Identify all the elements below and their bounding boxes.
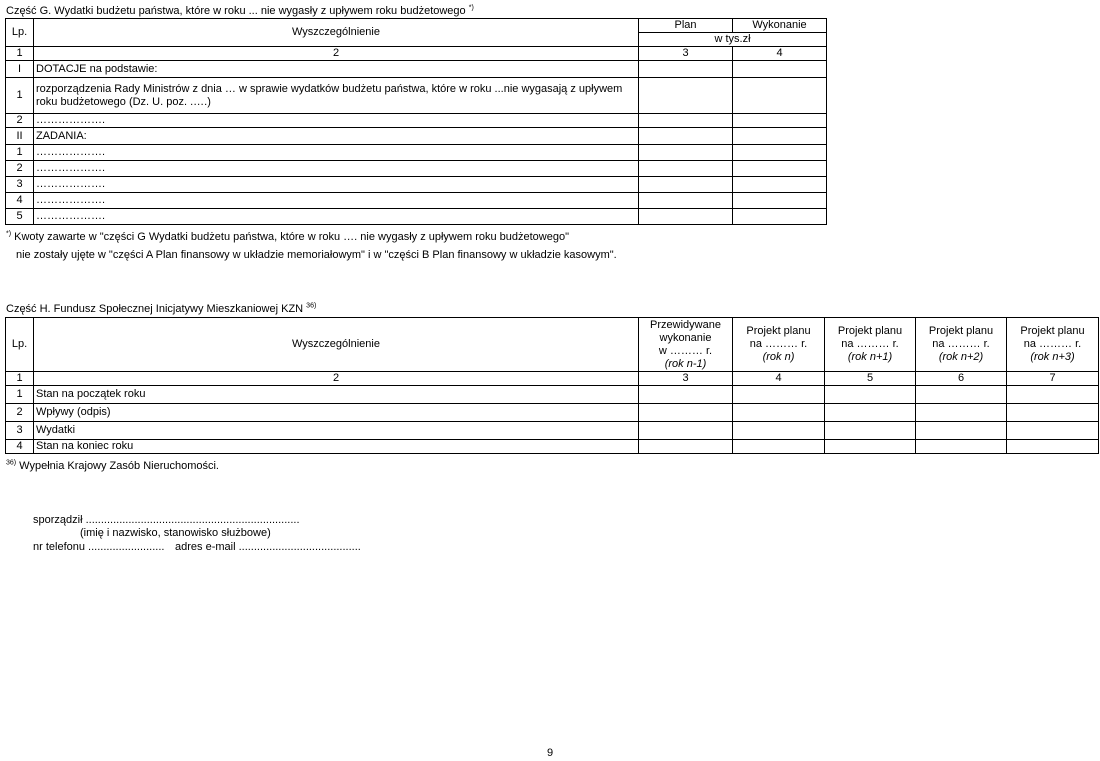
header-projekt-planu-n1: Projekt planu na ……… r. (rok n+1)	[825, 318, 916, 372]
column-number: 1	[6, 47, 34, 61]
value-cell[interactable]	[825, 422, 916, 440]
section-g-table	[5, 18, 827, 225]
phone-line: nr telefonu .........................	[33, 541, 165, 553]
row-text: Wpływy (odpis)	[34, 404, 639, 422]
header-plan: Plan	[639, 19, 733, 33]
table-row	[6, 161, 827, 177]
row-lp: 4	[6, 193, 34, 209]
row-lp: I	[6, 61, 34, 78]
value-cell[interactable]	[639, 386, 733, 404]
table-row	[6, 114, 827, 128]
section-g-footnote: *) Kwoty zawarte w "części G Wydatki budżetu państwa, które w roku …. nie wygasły z upływem roku budżetowego"	[6, 230, 570, 243]
row-text: Wydatki	[34, 422, 639, 440]
column-number: 6	[916, 372, 1007, 386]
header-projekt-planu-n: Projekt planu na ……… r. (rok n)	[733, 318, 825, 372]
row-lp: 1	[6, 386, 34, 404]
column-number: 7	[1007, 372, 1099, 386]
section-g-title: Część G. Wydatki budżetu państwa, które w roku ... nie wygasły z upływem roku budżetowego *)	[6, 4, 474, 17]
column-number-row	[6, 47, 827, 61]
plan-cell[interactable]	[639, 145, 733, 161]
plan-cell[interactable]	[639, 161, 733, 177]
value-cell[interactable]	[916, 440, 1007, 454]
value-cell[interactable]	[825, 386, 916, 404]
table-row	[6, 177, 827, 193]
row-text: Stan na początek roku	[34, 386, 639, 404]
wykonanie-cell[interactable]	[733, 114, 827, 128]
column-number: 4	[733, 47, 827, 61]
value-cell[interactable]	[733, 404, 825, 422]
header-lp: Lp.	[6, 19, 34, 47]
table-row	[6, 209, 827, 225]
header-projekt-planu-n2: Projekt planu na ……… r. (rok n+2)	[916, 318, 1007, 372]
column-number: 3	[639, 372, 733, 386]
row-lp: 3	[6, 422, 34, 440]
plan-cell[interactable]	[639, 61, 733, 78]
wykonanie-cell[interactable]	[733, 145, 827, 161]
table-row	[6, 128, 827, 145]
row-text: ……………….	[34, 177, 639, 193]
page-number: 9	[547, 747, 554, 759]
value-cell[interactable]	[733, 386, 825, 404]
column-number: 3	[639, 47, 733, 61]
row-lp: 5	[6, 209, 34, 225]
wykonanie-cell[interactable]	[733, 161, 827, 177]
value-cell[interactable]	[1007, 422, 1099, 440]
plan-cell[interactable]	[639, 128, 733, 145]
section-h-table	[5, 317, 1099, 454]
table-row	[6, 386, 1099, 404]
section-h-title: Część H. Fundusz Społecznej Inicjatywy Mieszkaniowej KZN $^{36)}$	[6, 302, 317, 315]
wykonanie-cell[interactable]	[733, 128, 827, 145]
column-number: 2	[34, 47, 639, 61]
value-cell[interactable]	[916, 386, 1007, 404]
value-cell[interactable]	[733, 440, 825, 454]
row-text: DOTACJE na podstawie:	[34, 61, 639, 78]
table-row	[6, 145, 827, 161]
row-text: ZADANIA:	[34, 128, 639, 145]
plan-cell[interactable]	[639, 177, 733, 193]
plan-cell[interactable]	[639, 209, 733, 225]
value-cell[interactable]	[639, 404, 733, 422]
row-lp: 3	[6, 177, 34, 193]
section-h-footnote: $^{36)}$ Wypełnia Krajowy Zasób Nieruchomości.	[6, 459, 219, 472]
row-text: ……………….	[34, 193, 639, 209]
header-lp: Lp.	[6, 318, 34, 372]
header-unit: w tys.zł	[639, 33, 827, 47]
header-projekt-planu-n3: Projekt planu na ……… r. (rok n+3)	[1007, 318, 1099, 372]
header-wyszczegolnienie: Wyszczególnienie	[34, 318, 639, 372]
value-cell[interactable]	[916, 422, 1007, 440]
row-text: ……………….	[34, 209, 639, 225]
row-text: Stan na koniec roku	[34, 440, 639, 454]
value-cell[interactable]	[1007, 386, 1099, 404]
table-row	[6, 61, 827, 78]
plan-cell[interactable]	[639, 193, 733, 209]
value-cell[interactable]	[639, 422, 733, 440]
row-lp: 2	[6, 161, 34, 177]
row-text: ……………….	[34, 161, 639, 177]
row-lp: 1	[6, 78, 34, 114]
column-number: 2	[34, 372, 639, 386]
wykonanie-cell[interactable]	[733, 209, 827, 225]
value-cell[interactable]	[825, 440, 916, 454]
value-cell[interactable]	[916, 404, 1007, 422]
column-number-row	[6, 372, 1099, 386]
value-cell[interactable]	[825, 404, 916, 422]
wykonanie-cell[interactable]	[733, 78, 827, 114]
table-row	[6, 440, 1099, 454]
header-wyszczegolnienie: Wyszczególnienie	[34, 19, 639, 47]
row-lp: 2	[6, 404, 34, 422]
row-lp: II	[6, 128, 34, 145]
header-przewidywane-wykonanie: Przewidywane wykonanie w ……… r. (rok n-1)	[639, 318, 733, 372]
value-cell[interactable]	[1007, 404, 1099, 422]
row-text: ……………….	[34, 145, 639, 161]
email-line: adres e-mail ........................................	[175, 541, 361, 553]
column-number: 4	[733, 372, 825, 386]
wykonanie-cell[interactable]	[733, 193, 827, 209]
value-cell[interactable]	[733, 422, 825, 440]
value-cell[interactable]	[639, 440, 733, 454]
row-lp: 2	[6, 114, 34, 128]
row-text: rozporządzenia Rady Ministrów z dnia … w sprawie wydatków budżetu państwa, które w roku ...nie wygasają z upływem roku budżetowego (Dz. U. poz. .….)	[34, 78, 639, 114]
plan-cell[interactable]	[639, 78, 733, 114]
row-text: ……………….	[34, 114, 639, 128]
table-row	[6, 78, 827, 114]
row-lp: 4	[6, 440, 34, 454]
section-g-footnote-line2: nie zostały ujęte w "części A Plan finansowy w układzie memoriałowym" i w "części B Plan finansowy w układzie kasowym".	[16, 249, 617, 261]
table-row	[6, 422, 1099, 440]
prepared-by-line: sporządził ......................................................................	[33, 514, 300, 526]
row-lp: 1	[6, 145, 34, 161]
column-number: 1	[6, 372, 34, 386]
table-row	[6, 193, 827, 209]
table-row	[6, 404, 1099, 422]
plan-cell[interactable]	[639, 114, 733, 128]
wykonanie-cell[interactable]	[733, 177, 827, 193]
value-cell[interactable]	[1007, 440, 1099, 454]
header-wykonanie: Wykonanie	[733, 19, 827, 33]
wykonanie-cell[interactable]	[733, 61, 827, 78]
column-number: 5	[825, 372, 916, 386]
prepared-by-caption: (imię i nazwisko, stanowisko służbowe)	[80, 527, 271, 539]
